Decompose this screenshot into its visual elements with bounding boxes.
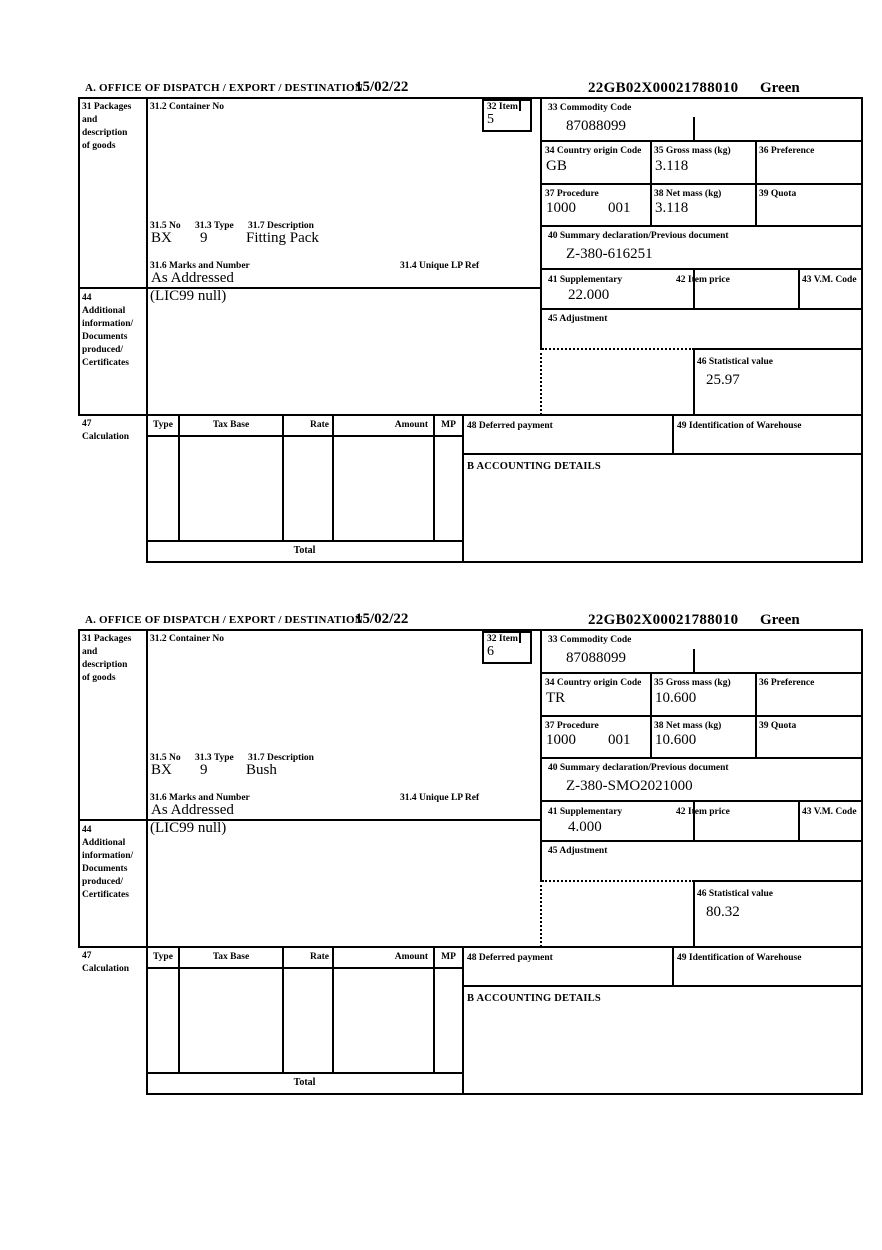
office-of-dispatch-label: A. OFFICE OF DISPATCH / EXPORT / DESTINATION bbox=[85, 614, 363, 626]
box36-preference-label: 36 Preference bbox=[759, 146, 815, 156]
dispatch-date: 15/02/22 bbox=[355, 79, 409, 95]
declaration-reference: 22GB02X00021788010 bbox=[588, 80, 739, 96]
marks-and-number-value: As Addressed bbox=[151, 802, 234, 818]
rule bbox=[147, 1093, 863, 1095]
box33-commodity-code-label: 33 Commodity Code bbox=[548, 103, 632, 113]
rule bbox=[693, 117, 695, 140]
goods-description-value: Fitting Pack bbox=[246, 230, 319, 246]
rule bbox=[650, 140, 652, 225]
rule bbox=[282, 948, 284, 1072]
rule bbox=[540, 97, 542, 350]
box31-3-type-label: 31.3 Type bbox=[195, 221, 234, 231]
commodity-code-value: 87088099 bbox=[566, 118, 626, 134]
item-number-value: 5 bbox=[487, 112, 494, 127]
calc-header-type: Type bbox=[153, 952, 173, 962]
statistical-value: 80.32 bbox=[706, 904, 740, 920]
box42-item-price-label: 42 Item price bbox=[676, 807, 730, 817]
declaration-item-section-1 bbox=[78, 80, 864, 563]
calc-header-mp: MP bbox=[441, 420, 456, 430]
box31-packages-label: 31 Packages and description of goods bbox=[82, 102, 132, 151]
office-of-dispatch-label: A. OFFICE OF DISPATCH / EXPORT / DESTINATION bbox=[85, 82, 363, 94]
box35-gross-mass-label: 35 Gross mass (kg) bbox=[654, 678, 731, 688]
rule bbox=[332, 416, 334, 540]
box34-country-origin-label: 34 Country origin Code bbox=[545, 678, 642, 688]
box31-2-container-no-label: 31.2 Container No bbox=[150, 634, 224, 644]
rule bbox=[672, 414, 674, 453]
box32-item-number bbox=[482, 99, 532, 132]
calc-total-label: Total bbox=[293, 1077, 316, 1088]
rule bbox=[540, 800, 863, 802]
rule bbox=[693, 348, 863, 350]
box39-quota-label: 39 Quota bbox=[759, 189, 797, 199]
procedure-value: 1000 bbox=[546, 732, 576, 748]
rule bbox=[147, 1072, 464, 1074]
procedure-value: 1000 bbox=[546, 200, 576, 216]
country-origin-value: TR bbox=[546, 690, 566, 706]
rule bbox=[78, 629, 80, 948]
box37-procedure-label: 37 Procedure bbox=[545, 189, 599, 199]
rule bbox=[672, 946, 674, 985]
box48-deferred-payment-label: 48 Deferred payment bbox=[467, 953, 553, 963]
calc-header-amount: Amount bbox=[394, 952, 428, 962]
box38-net-mass-label: 38 Net mass (kg) bbox=[654, 189, 722, 199]
box40-previous-document-label: 40 Summary declaration/Previous document bbox=[548, 231, 729, 241]
rule bbox=[147, 435, 464, 437]
box32-item-label: 32 Item bbox=[487, 102, 518, 112]
box31-7-description-label: 31.7 Description bbox=[248, 221, 314, 231]
rule bbox=[693, 880, 695, 946]
box44-additional-info-label: 44 Additional information/ Documents produced/ Certificates bbox=[82, 825, 134, 900]
calc-total-label: Total bbox=[293, 545, 316, 556]
rule bbox=[78, 97, 80, 416]
rule bbox=[540, 715, 863, 717]
previous-document-value: Z-380-616251 bbox=[566, 246, 653, 262]
statistical-value: 25.97 bbox=[706, 372, 740, 388]
rule bbox=[540, 183, 863, 185]
calc-header-tax-base: Tax Base bbox=[212, 952, 250, 962]
accounting-details-label: B ACCOUNTING DETAILS bbox=[467, 461, 601, 472]
package-no-value: BX bbox=[151, 230, 172, 246]
box32-item-number bbox=[482, 631, 532, 664]
rule bbox=[433, 948, 435, 1072]
previous-document-value: Z-380-SMO2021000 bbox=[566, 778, 693, 794]
net-mass-value: 10.600 bbox=[655, 732, 697, 748]
box37-procedure-label: 37 Procedure bbox=[545, 721, 599, 731]
rule bbox=[540, 225, 863, 227]
box43-vm-code-label: 43 V.M. Code bbox=[802, 807, 857, 817]
rule bbox=[462, 985, 863, 987]
rule bbox=[755, 140, 757, 225]
box31-7-description-label: 31.7 Description bbox=[248, 753, 314, 763]
box47-calculation-label: 47 Calculation bbox=[82, 951, 129, 974]
box44-additional-info-label: 44 Additional information/ Documents produced/ Certificates bbox=[82, 293, 134, 368]
rule bbox=[540, 840, 863, 842]
rule bbox=[519, 633, 521, 643]
rule bbox=[540, 672, 863, 674]
rule bbox=[693, 649, 695, 672]
box31-packages-label: 31 Packages and description of goods bbox=[82, 634, 132, 683]
box31-3-type-label: 31.3 Type bbox=[195, 753, 234, 763]
box45-adjustment-label: 45 Adjustment bbox=[548, 314, 608, 324]
calc-header-mp: MP bbox=[441, 952, 456, 962]
declaration-reference: 22GB02X00021788010 bbox=[588, 612, 739, 628]
declaration-item-section-2 bbox=[78, 612, 864, 1095]
rule bbox=[462, 453, 863, 455]
procedure-2-value: 001 bbox=[608, 200, 631, 216]
rule bbox=[178, 416, 180, 540]
box48-deferred-payment-label: 48 Deferred payment bbox=[467, 421, 553, 431]
box31-6-marks-label: 31.6 Marks and Number bbox=[150, 793, 250, 803]
goods-description-value: Bush bbox=[246, 762, 277, 778]
box41-supplementary-label: 41 Supplementary bbox=[548, 807, 623, 817]
box46-statistical-value-label: 46 Statistical value bbox=[697, 357, 773, 367]
gross-mass-value: 3.118 bbox=[655, 158, 689, 174]
rule bbox=[78, 629, 863, 631]
dotted-rule bbox=[542, 880, 694, 882]
accounting-details-label: B ACCOUNTING DETAILS bbox=[467, 993, 601, 1004]
rule bbox=[147, 967, 464, 969]
box39-quota-label: 39 Quota bbox=[759, 721, 797, 731]
dotted-rule bbox=[540, 880, 542, 947]
marks-and-number-value: As Addressed bbox=[151, 270, 234, 286]
item-number-value: 6 bbox=[487, 644, 494, 659]
calc-header-rate: Rate bbox=[310, 420, 329, 430]
rule bbox=[282, 416, 284, 540]
rule bbox=[861, 97, 863, 563]
calc-header-rate: Rate bbox=[310, 952, 329, 962]
routing-status: Green bbox=[760, 612, 800, 628]
rule bbox=[146, 629, 148, 1095]
rule bbox=[519, 101, 521, 111]
gross-mass-value: 10.600 bbox=[655, 690, 697, 706]
rule bbox=[78, 946, 863, 948]
country-origin-value: GB bbox=[546, 158, 567, 174]
supplementary-value: 22.000 bbox=[568, 287, 610, 303]
box45-adjustment-label: 45 Adjustment bbox=[548, 846, 608, 856]
rule bbox=[433, 416, 435, 540]
box31-5-no-label: 31.5 No bbox=[150, 221, 181, 231]
rule bbox=[147, 561, 863, 563]
additional-information-value: (LIC99 null) bbox=[150, 820, 227, 836]
rule bbox=[540, 629, 542, 882]
box32-item-label: 32 Item bbox=[487, 634, 518, 644]
rule bbox=[78, 414, 863, 416]
calc-header-tax-base: Tax Base bbox=[212, 420, 250, 430]
calc-header-type: Type bbox=[153, 420, 173, 430]
calc-header-amount: Amount bbox=[394, 420, 428, 430]
box49-warehouse-label: 49 Identification of Warehouse bbox=[677, 421, 802, 431]
rule bbox=[540, 757, 863, 759]
box41-supplementary-label: 41 Supplementary bbox=[548, 275, 623, 285]
box49-warehouse-label: 49 Identification of Warehouse bbox=[677, 953, 802, 963]
rule bbox=[861, 629, 863, 1095]
rule bbox=[332, 948, 334, 1072]
dispatch-date: 15/02/22 bbox=[355, 611, 409, 627]
box31-2-container-no-label: 31.2 Container No bbox=[150, 102, 224, 112]
dotted-rule bbox=[542, 348, 694, 350]
procedure-2-value: 001 bbox=[608, 732, 631, 748]
supplementary-value: 4.000 bbox=[568, 819, 602, 835]
box31-6-marks-label: 31.6 Marks and Number bbox=[150, 261, 250, 271]
additional-information-value: (LIC99 null) bbox=[150, 288, 227, 304]
dotted-rule bbox=[540, 348, 542, 415]
rule bbox=[146, 97, 148, 563]
box47-calculation-label: 47 Calculation bbox=[82, 419, 129, 442]
rule bbox=[755, 672, 757, 757]
box31-5-no-label: 31.5 No bbox=[150, 753, 181, 763]
rule bbox=[78, 819, 542, 821]
rule bbox=[540, 268, 863, 270]
box31-4-unique-lp-ref-label: 31.4 Unique LP Ref bbox=[400, 261, 480, 271]
net-mass-value: 3.118 bbox=[655, 200, 689, 216]
box35-gross-mass-label: 35 Gross mass (kg) bbox=[654, 146, 731, 156]
box31-4-unique-lp-ref-label: 31.4 Unique LP Ref bbox=[400, 793, 480, 803]
rule bbox=[798, 800, 800, 840]
rule bbox=[798, 268, 800, 308]
rule bbox=[147, 540, 464, 542]
box38-net-mass-label: 38 Net mass (kg) bbox=[654, 721, 722, 731]
commodity-code-value: 87088099 bbox=[566, 650, 626, 666]
box42-item-price-label: 42 Item price bbox=[676, 275, 730, 285]
box36-preference-label: 36 Preference bbox=[759, 678, 815, 688]
package-no-value: BX bbox=[151, 762, 172, 778]
rule bbox=[650, 672, 652, 757]
rule bbox=[78, 287, 542, 289]
rule bbox=[540, 140, 863, 142]
rule bbox=[540, 308, 863, 310]
box34-country-origin-label: 34 Country origin Code bbox=[545, 146, 642, 156]
box40-previous-document-label: 40 Summary declaration/Previous document bbox=[548, 763, 729, 773]
rule bbox=[693, 880, 863, 882]
package-type-value: 9 bbox=[200, 762, 208, 778]
package-type-value: 9 bbox=[200, 230, 208, 246]
rule bbox=[78, 97, 863, 99]
box43-vm-code-label: 43 V.M. Code bbox=[802, 275, 857, 285]
box46-statistical-value-label: 46 Statistical value bbox=[697, 889, 773, 899]
rule bbox=[693, 348, 695, 414]
rule bbox=[178, 948, 180, 1072]
routing-status: Green bbox=[760, 80, 800, 96]
box33-commodity-code-label: 33 Commodity Code bbox=[548, 635, 632, 645]
